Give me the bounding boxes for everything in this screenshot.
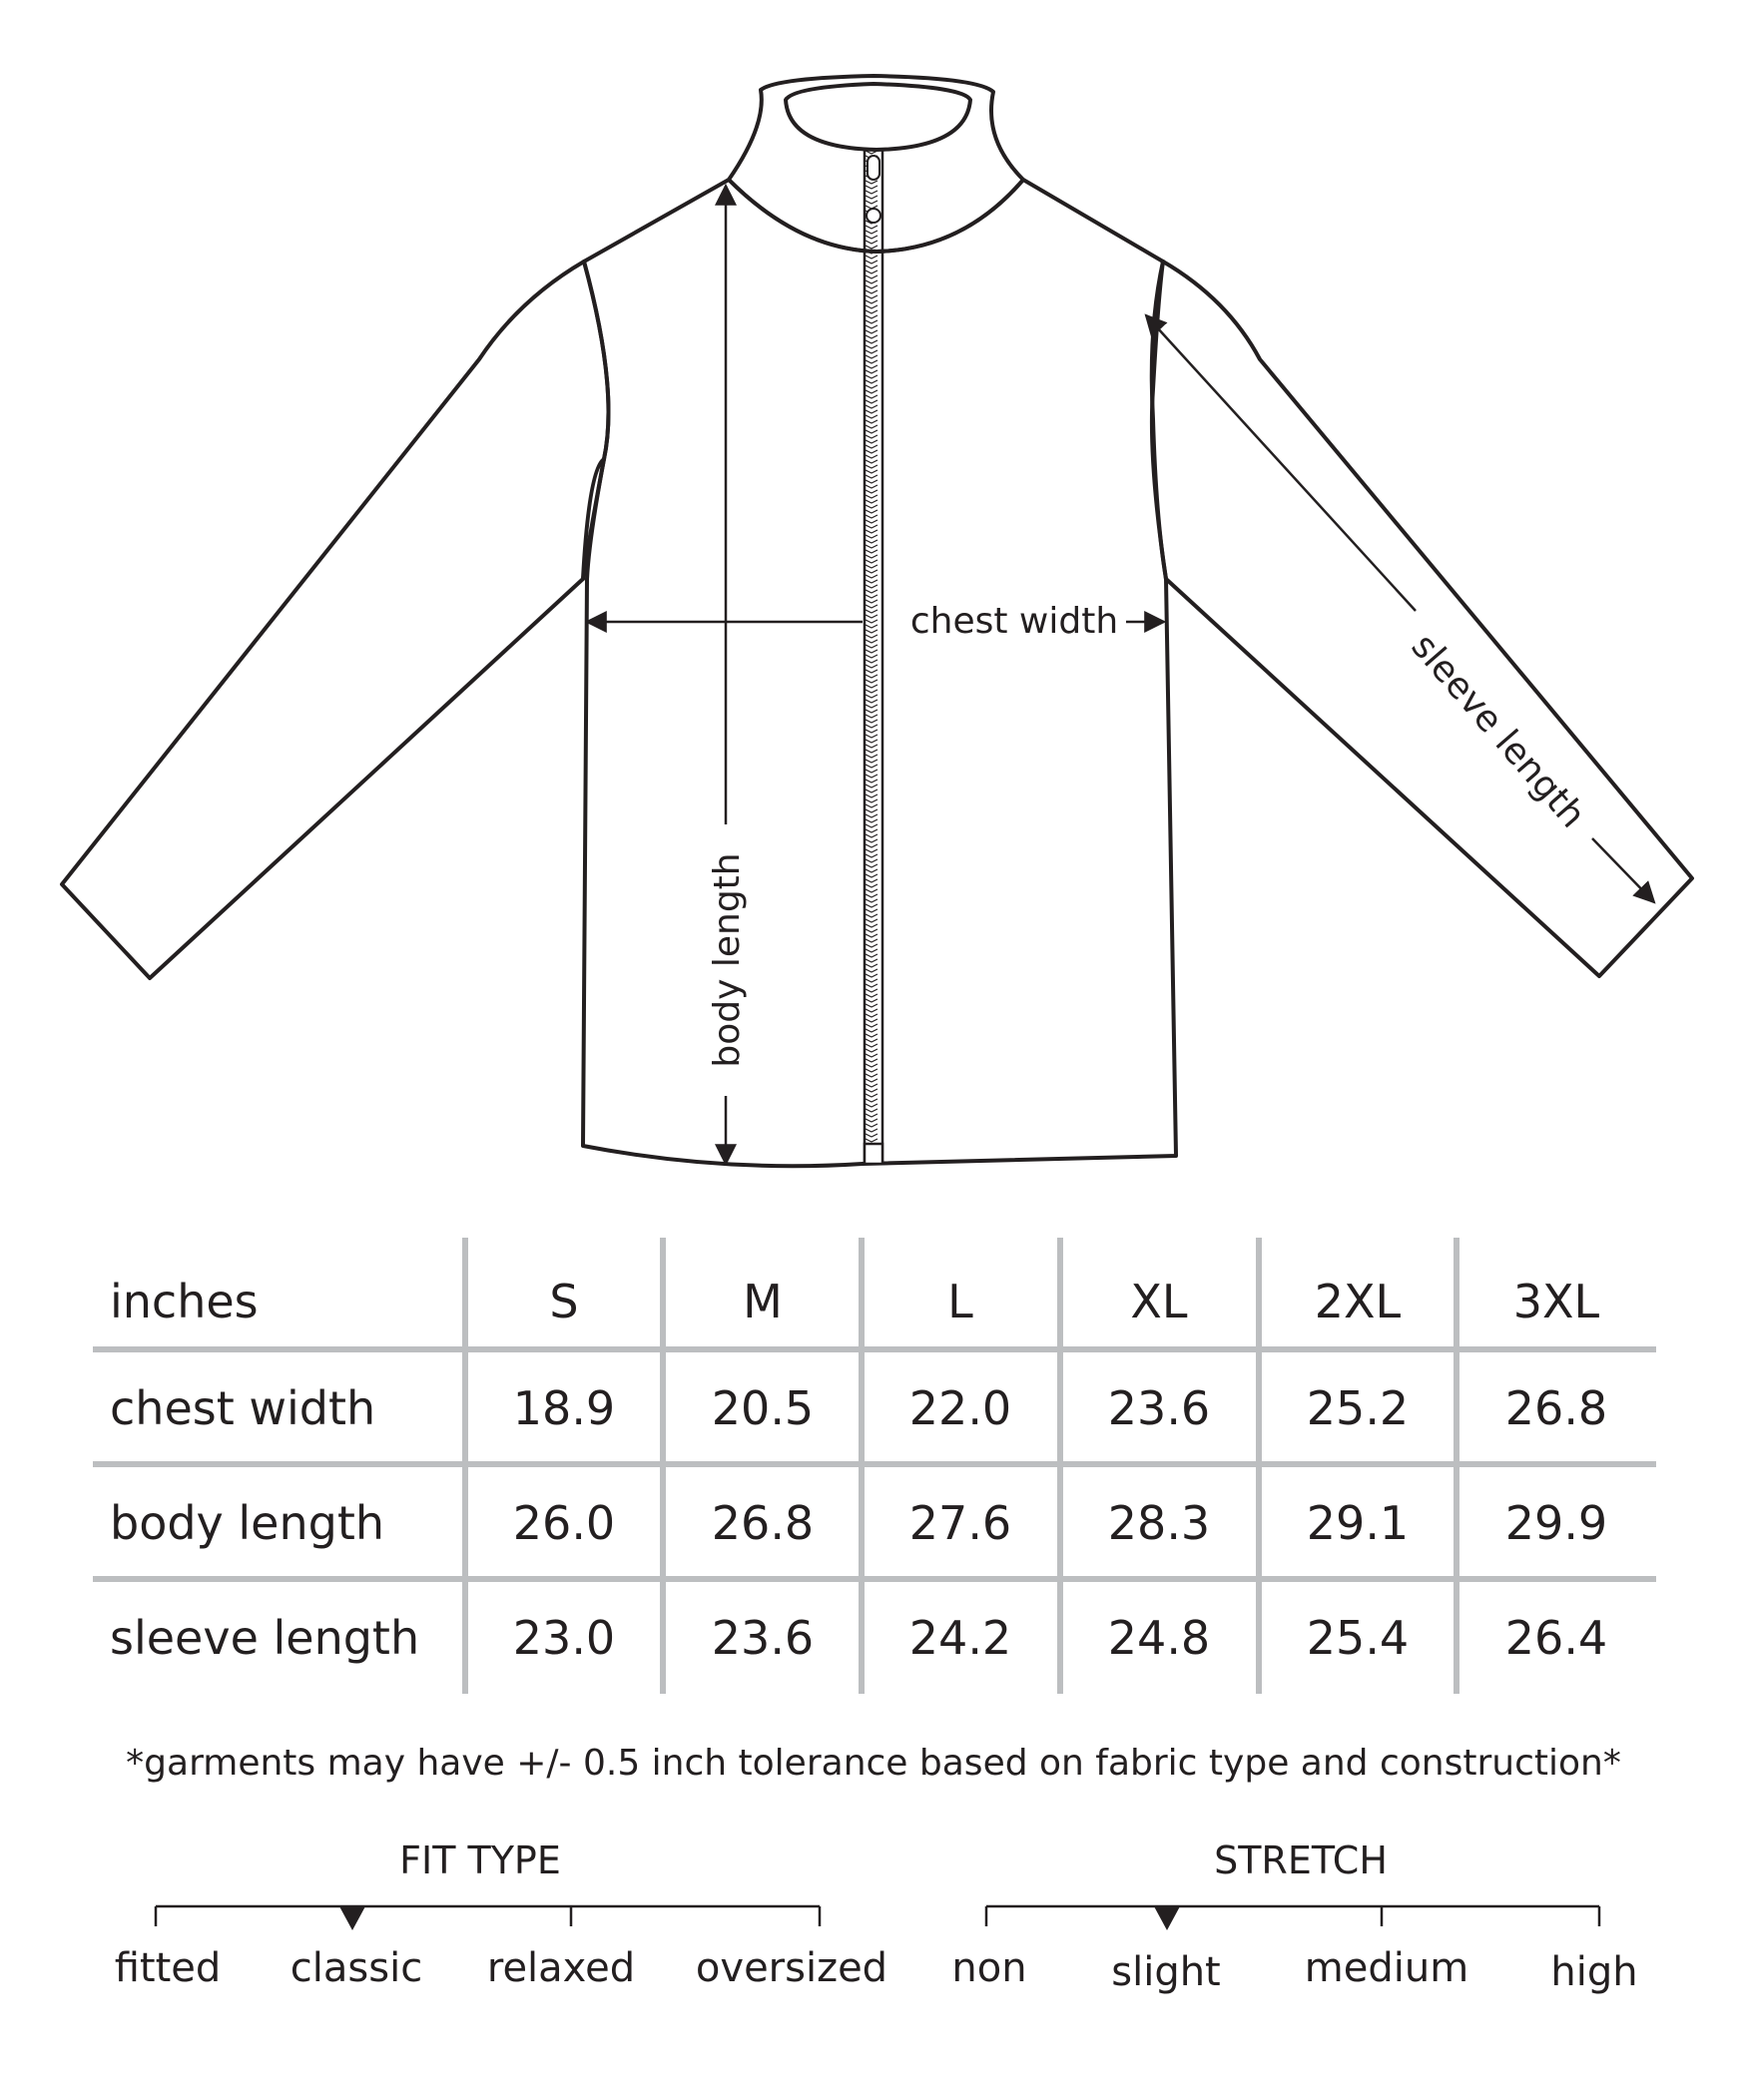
table-cell: 26.8 xyxy=(711,1496,815,1550)
table-cell: 26.8 xyxy=(1504,1381,1608,1435)
size-table xyxy=(93,1238,1656,1694)
table-cell: 27.6 xyxy=(908,1496,1012,1550)
table-cell: 24.8 xyxy=(1107,1611,1211,1665)
size-header-m: M xyxy=(743,1275,783,1328)
size-header-xl: XL xyxy=(1130,1275,1188,1328)
stretch-scale xyxy=(951,1838,1637,1995)
size-header-s: S xyxy=(549,1275,579,1328)
table-cell: 25.4 xyxy=(1306,1611,1410,1665)
stretch-option-high: high xyxy=(1550,1949,1638,1995)
fit-option-classic: classic xyxy=(290,1945,423,1991)
tolerance-note: *garments may have +/- 0.5 inch tolerance based on fabric type and construction* xyxy=(126,1743,1621,1784)
jacket-left-sleeve xyxy=(62,262,604,978)
body-length-measure xyxy=(707,186,748,1164)
jacket-right-sleeve xyxy=(1163,262,1692,976)
fit-type-scale xyxy=(115,1838,887,1991)
chest-width-label: chest width xyxy=(909,601,1119,642)
table-cell: 26.0 xyxy=(512,1496,616,1550)
jacket-collar-inner xyxy=(786,84,970,150)
table-cell: 23.6 xyxy=(711,1611,815,1665)
table-cell: 23.0 xyxy=(512,1611,616,1665)
fit-option-fitted: fitted xyxy=(114,1945,222,1991)
table-cell: 24.2 xyxy=(908,1611,1012,1665)
table-cell: 25.2 xyxy=(1306,1381,1410,1435)
zipper xyxy=(865,150,882,1164)
stretch-option-non: non xyxy=(951,1945,1027,1991)
row-label: sleeve length xyxy=(110,1611,420,1665)
table-cell: 18.9 xyxy=(512,1381,616,1435)
stretch-indicator xyxy=(1154,1906,1180,1930)
stretch-option-medium: medium xyxy=(1304,1945,1469,1991)
table-cell: 23.6 xyxy=(1107,1381,1211,1435)
sleeve-length-label: sleeve length xyxy=(1403,626,1593,836)
body-length-label: body length xyxy=(707,852,748,1068)
table-cell: 28.3 xyxy=(1107,1496,1211,1550)
size-header-l: L xyxy=(947,1275,973,1328)
size-header-2xl: 2XL xyxy=(1314,1275,1402,1328)
table-cell: 22.0 xyxy=(908,1381,1012,1435)
row-label: body length xyxy=(110,1496,385,1550)
fit-type-indicator xyxy=(339,1906,365,1930)
size-header-3xl: 3XL xyxy=(1512,1275,1600,1328)
table-cell: 29.9 xyxy=(1504,1496,1608,1550)
fit-option-relaxed: relaxed xyxy=(486,1945,636,1991)
fit-type-title: FIT TYPE xyxy=(399,1838,561,1882)
table-cell: 26.4 xyxy=(1504,1611,1608,1665)
fit-option-oversized: oversized xyxy=(695,1945,888,1991)
sleeve-length-measure xyxy=(1146,315,1654,902)
stretch-title: STRETCH xyxy=(1214,1838,1388,1882)
row-label: chest width xyxy=(110,1381,376,1435)
table-cell: 29.1 xyxy=(1306,1496,1410,1550)
table-cell: 20.5 xyxy=(711,1381,815,1435)
stretch-option-slight: slight xyxy=(1111,1949,1221,1995)
unit-header: inches xyxy=(110,1275,259,1328)
